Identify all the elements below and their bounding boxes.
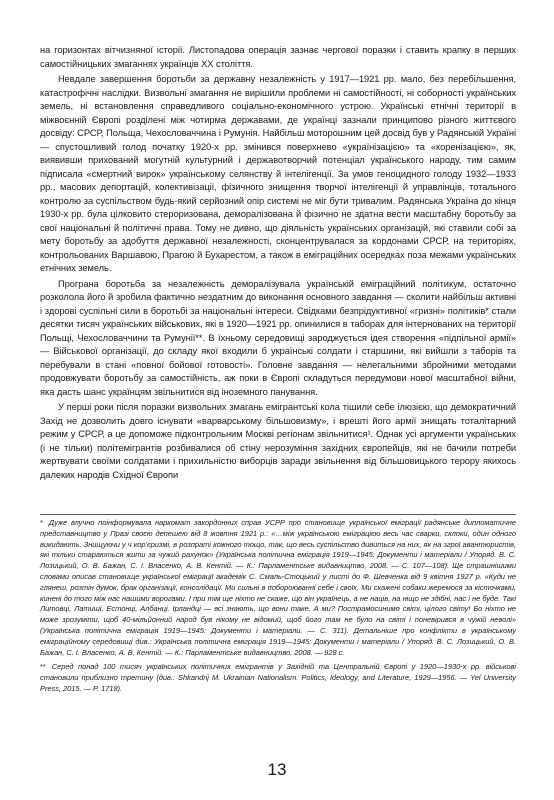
footnote: [40, 662, 516, 694]
footnote-text: Дуже влучно поінформувала наркомат закордонних справ УСРР про становище української еміграції радянське дипломатичне представництво у Празі своєю депешею від 8 жовтня 1921 р.: «…між українською еміграцією весь час сварки, склоки, один одного викидають. Знищуючи у ч кор’єризмі, в розпраті кожного тощо, так, що весь суспільство дивиться на них, як на згрої авантюристів, які тільки стараються жити за чужий рахунок» (Українська політична еміграція 1919—1945: Документи і матеріали / Упоряд. В. С. Лозицький, О. В. Бажан, С. І. Власенко, А. В. Кентій. — К.: Парламентське видавництво, 2008. — С. 107—108). Ще страшнішими словами описав становище української еміграції академік С. Смаль-Стоцький у листі до Ф. Шевченка від 9 квітня 1927 р. «Куди не глянеш, розтін думок, брак організації, консолідації. Ми сильні в побороюванні себе і своїх. Ми скажені собаки жеремося за кісточками, кинені до того між нас нашими ворогами. І при тім ще ніхто не скаже, що він українець, а не наців, на ніщо не здібні, нас і не буде. Такі Литовці, Латиші, Естонці, Албанці. Ірландці — всі знають, що вони таке. А ми? Пострамосинимо світі, цілого світу! Бо ніхто не може зрозуміти, щоб 40-мільйонний народ був нікому не відомий, щоб його там не було на світі і поневірився в чужій неволі» (Українська політична еміграція 1919—1945: Документи і матеріали. — С. 311). Детальніше про конфлікти в українському еміграційному середовищі див.: Українська політична еміграція 1919—1945: Документи і матеріали / Упоряд. В. С. Лозицький, О. В. Бажан, С. І. Власенко, А. В. Кентій. — К.: Парламентське видавництво, 2008. — 928 с.: [40, 518, 516, 657]
paragraph: Програна боротьба за незалежність деморалізувала українській еміграційний політикум, остаточно розколола його й зробила фактично нездатним до виконання основного завдання — сколити найбільш активні і здорові суспільні сили в боротьбі за національні інтереси. Свідками безпрідуктивної «гризні» політиків* стали десятки тисяч українських військових, які в 1920—1921 рр. опинилися в таборах для інтернованих на території Польщі, Чехословаччини та Румунії**. В їхньому середовищі зароджується ідея створення «підпільної армії» — Військової організації, до складу якої входили б українські солдати і старшини, які вийшли з таборів та перебували в стані «повної бойової готовості». Головне завдання — нелегальними збройними методами продовжувати боротьбу за самостійність, аж поки в Європі складуться передумови нової масштабної війни, яка дасть шанс українцям звільнитися від іноземного панування.: [40, 278, 516, 397]
footnotes: [40, 518, 516, 699]
page-number: 13: [267, 760, 287, 779]
paragraph: на горизонтах вітчизняної історії. Листопадова операція зазнає чергової поразки і ставить крапку в перших самостійницьких змаганнях українців XX століття.: [40, 45, 516, 69]
main-text: [40, 44, 516, 482]
footnote-mark: **: [40, 662, 46, 672]
footnote-text: Серед понад 100 тисяч українських політичних емігрантів у Західній та Центральній Європі у 1920—1930-х рр. військові становили приблизно третину (див.: Shkandrij M. Ukrainian Nationalism. Politics, Ideology, and Literature, 1929—1956. — Yel University Press, 2015. — P. 1718).: [40, 662, 516, 693]
paragraph: У перші роки після поразки визвольних змагань емігрантські кола тішили себе ілюзією, що демократичний Захід не дозволить довго існувати «варварському більшовизму», і врешті його армії знищать тоталітарний режим у СРСР, а це допоможе підконтрольним Москві регіонам звільнитися¹. Однак усі аргументи українських (і не тільки) політемігрантів розбивалися об стіну нерозуміння західних європейців, які не бачили потреби жертвувати своїми солдатами і прихильністю виборців заради звільнення від більшовицького терору якихось далеких народів Східної Європи: [40, 402, 516, 480]
footnote: [40, 518, 516, 658]
footnote-mark: *: [40, 518, 43, 527]
paragraph: Невдале завершення боротьби за державну незалежність у 1917—1921 рр. мало, без перебільшення, катастрофічні наслідки. Визвольні змагання не вирішили проблеми ні самостійності, ні соборності українських земель, ні встановлення справедливого соціально-економічного устрою. Українські етнічні території в міжвоєнній Європі розділені між чотирма державами, де українці зазнали принципово різного життєвого досвіду: СРСР, Польща, Чехословаччина і Румунія. Найбільш моторошним цей досвід був у Радянській Україні — спустошливий голод початку 1920-х рр. змінився поверхнево «українізацією» та «коренізацією», як, виявивши прихований могутній культурний і державотворчий потенціал українського народу, тим самим підписала «смертний вирок» українському селянству й інтелігенції. За умов геноцидного голоду 1932—1933 рр., масових депортацій, колективізації, фізичного знищення творчої інтелігенції й управлінців, тотального контролю за суспільством будь-який серйозний опір системі не міг бути тривалим. Радянська Україна до кінця 1930-х рр. була цілковито стероризована, деморалізована й фізично не здатна вести масштабну боротьбу за свої національні й політичні права. Тому не дивно, що діяльність українських організацій, які ставили собі за мету боротьбу за здобуття державної незалежності, сконцентрувалася за кордонами СРСР, на територіях, контрольованих Варшавою, Прагою й Бухарестом, а також в еміграційних осередках поза межами українських етнічних земель.: [40, 74, 516, 273]
footnote-divider: [40, 514, 516, 515]
